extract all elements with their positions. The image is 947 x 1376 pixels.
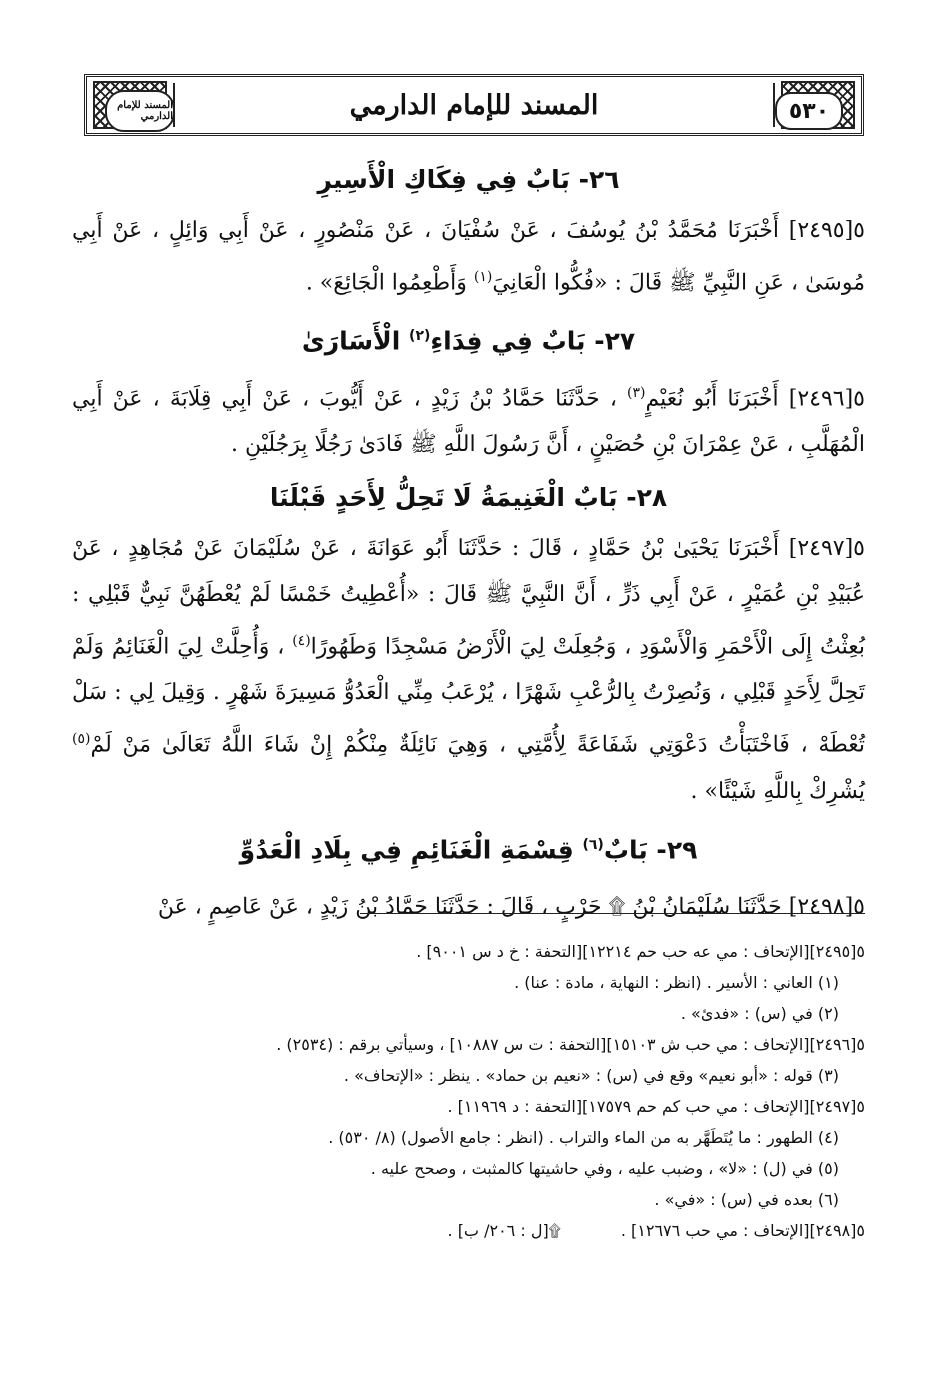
chapter-heading-26: ٢٦- بَابٌ فِي فِكَاكِ الْأَسِيرِ <box>317 165 620 194</box>
hadith-text: ٥[٢٤٩٥] أَخْبَرَنَا مُحَمَّدُ بْنُ يُوسُفَ ، عَنْ سُفْيَانَ ، عَنْ مَنْصُورٍ ، عَنْ أَبِي وَائِلٍ ، عَنْ أَبِي مُوسَىٰ ، عَنِ النَّبِيِّ ﷺ قَالَ : «فُكُّوا الْعَانِيَ <box>72 218 865 296</box>
chapter-heading-29 <box>72 825 865 870</box>
page-header <box>84 74 864 136</box>
footnote-mark: (٢) <box>409 328 431 345</box>
footnote-text: ٥[٢٤٩٨][الإتحاف : مي حب ١٢٦٧٦] . <box>620 1221 865 1240</box>
book-title: المسند للإمام الدارمي <box>349 89 599 121</box>
hadith-text-tail: وَأَطْعِمُوا الْجَائِعَ» . <box>305 270 474 296</box>
footnote-item: (٥) في (ل) : «لا» ، وضبب عليه ، وفي حاشيتها كالمثبت ، وصحح عليه . <box>370 1159 839 1178</box>
hadith-2495 <box>72 208 865 306</box>
header-title-box <box>173 83 775 127</box>
hadith-text-tail: ، حَدَّثَنَا حَمَّادُ بْنُ زَيْدٍ ، عَنْ أَيُّوبَ ، عَنْ أَبِي قِلَابَةَ ، عَنْ أَبِي الْمُهَلَّبِ ، عَنْ عِمْرَانَ بْنِ حُصَيْنٍ ، أَنَّ رَسُولَ اللَّهِ ﷺ فَادَىٰ رَجُلًا بِرَجُلَيْنِ . <box>72 385 865 457</box>
footnote-mark: (١) <box>473 269 493 285</box>
footnotes <box>72 936 865 1246</box>
footnote-item: (٣) قوله : «أبو نعيم» وقع في (س) : «نعيم بن حماد» . ينظر : «الإتحاف» . <box>343 1066 839 1085</box>
ornament-left <box>93 81 173 129</box>
footnote-mark-2: (٥) <box>72 731 91 748</box>
seal-logo <box>105 90 175 132</box>
main-text <box>72 150 865 934</box>
hadith-2497 <box>72 526 865 815</box>
chapter-head: ٢٩- بَابٌ <box>603 834 698 864</box>
hadith-text-tail-2: يُشْرِكْ بِاللَّهِ شَيْئًا» . <box>690 778 865 804</box>
hadith-2496 <box>72 370 865 468</box>
seal-text: المسند للإمام الدارمي <box>117 100 173 122</box>
footnote-item: ٥[٢٤٩٦][الإتحاف : مي حب ش ١٥١٠٣][التحفة : ت س ١٠٨٨٧] ، وسيأتي برقم : (٢٥٣٤) . <box>276 1035 865 1054</box>
footnote-mark: (٤) <box>292 632 311 649</box>
footnote-item: (٢) في (س) : «فدئ» . <box>680 1004 839 1023</box>
footnote-mark: (٣) <box>627 384 646 401</box>
footnote-item: ٥[٢٤٩٥][الإتحاف : مي عه حب حم ١٢٢١٤][التحفة : خ د س ٩٠٠١] . <box>416 942 865 961</box>
hadith-text: ٥[٢٤٩٨] حَدَّثَنَا سُلَيْمَانُ بْنُ ۩ حَرْبٍ ، قَالَ : حَدَّثَنَا حَمَّادُ بْنُ زَيْدٍ ، عَنْ عَاصِمٍ ، عَنْ <box>157 894 865 920</box>
footnote-item: ٥[٢٤٩٧][الإتحاف : مي حب كم حم ١٧٥٧٩][التحفة : د ١١٩٦٩] . <box>447 1097 865 1116</box>
hadith-2498 <box>72 878 865 930</box>
hadith-text-tail: ، وَأُحِلَّتْ لِيَ الْغَنَائِمُ وَلَمْ تَحِلَّ لِأَحَدٍ قَبْلِي ، وَنُصِرْتُ بِالرُّعْبِ شَهْرًا ، يُرْعَبُ مِنِّي الْعَدُوُّ مَسِيرَةَ شَهْرٍ . وَقِيلَ لِي : سَلْ تُعْطَهْ ، فَاخْتَبَأْتُ دَعْوَتِي شَفَاعَةً لِأُمَّتِي ، وَهِيَ نَائِلَةٌ مِنْكُمْ إِنْ شَاءَ اللَّهُ تَعَالَىٰ مَنْ لَمْ <box>72 634 865 758</box>
chapter-tail: قِسْمَةِ الْغَنَائِمِ فِي بِلَادِ الْعَدُوِّ <box>239 834 583 864</box>
chapter-tail: الْأَسَارَىٰ <box>301 326 410 356</box>
footnote-item: (٦) بعده في (س) : «في» . <box>654 1190 839 1209</box>
footnote-item-last <box>72 1215 865 1246</box>
footnote-divider <box>360 913 865 914</box>
chapter-heading-28: ٢٨- بَابٌ الْغَنِيمَةُ لَا تَحِلُّ لِأَحَدٍ قَبْلَنَا <box>269 482 668 512</box>
page-number: ٥٣٠ <box>775 92 843 130</box>
footnote-item: (٤) الطهور : ما يُتَطَهَّر به من الماء والتراب . (انظر : جامع الأصول) (٨/ ٥٣٠) . <box>328 1128 839 1147</box>
chapter-head: ٢٧- بَابٌ فِي فِدَاءِ <box>430 326 636 356</box>
ornament-right <box>781 81 855 129</box>
hadith-text: ٥[٢٤٩٦] أَخْبَرَنَا أَبُو نُعَيْمٍ <box>645 385 865 411</box>
footnote-item: (١) العاني : الأسير . (انظر : النهاية ، مادة : عنا) . <box>514 973 839 992</box>
manuscript-ref: ۩[ل : ٢٠٦/ ب] . <box>447 1221 561 1240</box>
chapter-heading-27 <box>72 316 865 361</box>
hadith-text: ٥[٢٤٩٧] أَخْبَرَنَا يَحْيَىٰ بْنُ حَمَّادٍ ، قَالَ : حَدَّثَنَا أَبُو عَوَانَةَ ، عَنْ سُلَيْمَانَ عَنْ مُجَاهِدٍ ، عَنْ عُبَيْدِ بْنِ عُمَيْرٍ ، عَنْ أَبِي ذَرٍّ ، أَنَّ النَّبِيَّ ﷺ قَالَ : «أُعْطِيتُ خَمْسًا لَمْ يُعْطَهُنَّ نَبِيٌّ قَبْلِي : بُعِثْتُ إِلَى الْأَحْمَرِ وَالْأَسْوَدِ ، وَجُعِلَتْ لِيَ الْأَرْضُ مَسْجِدًا وَطَهُورًا <box>72 535 865 660</box>
footnote-mark: (٦) <box>582 836 604 853</box>
